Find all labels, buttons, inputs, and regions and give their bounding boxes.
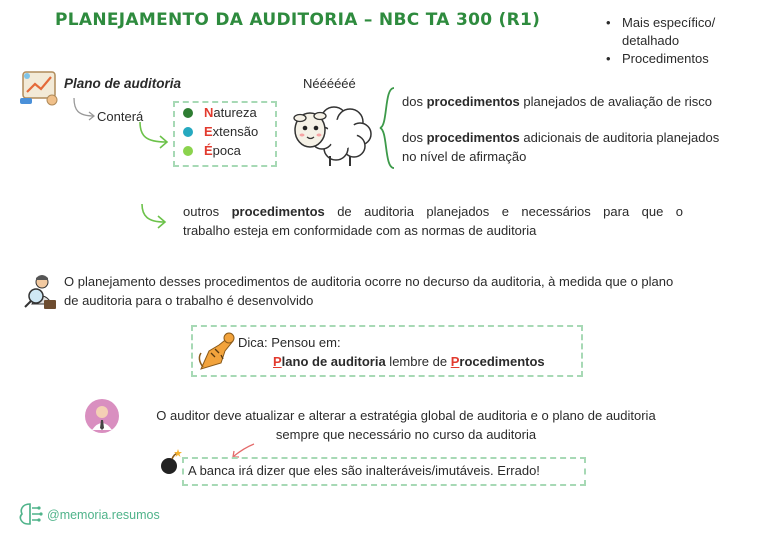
extensao-dot-icon <box>183 127 193 137</box>
brain-logo-icon <box>16 500 44 528</box>
list-item-natureza: N atureza <box>175 103 275 122</box>
footer-handle: @memoria.resumos <box>47 508 160 522</box>
plan-heading: Plano de auditoria <box>64 76 182 91</box>
list-item-extensao: E xtensão <box>175 122 275 141</box>
tip-label: Dica: Pensou em: <box>238 335 341 350</box>
banca-warning-box <box>182 457 586 486</box>
green-arrow-icon <box>136 120 174 150</box>
sheep-caption: Néééééé <box>303 76 356 91</box>
bullet-procedimentos: • Procedimentos <box>606 50 732 68</box>
brace-line-2: dos procedimentos adicionais de auditoria planejados no nível de afirmação <box>402 130 720 164</box>
planning-board-icon <box>18 64 62 108</box>
green-arrow-icon <box>138 202 172 230</box>
auditor-paragraph: O auditor deve atualizar e alterar a estratégia global de auditoria e o plano de auditoria sempre que necessário no curso da auditoria <box>156 408 656 442</box>
nee-list <box>173 101 277 167</box>
tip-mnemonic: Plano de auditoria lembre de Procedimentos <box>273 354 545 369</box>
planejamento-paragraph: O planejamento desses procedimentos de auditoria ocorre no decurso da auditoria, à medida que o plano de auditoria para o trabalho é desenvolvido <box>64 274 674 308</box>
contera-label: Conterá <box>97 109 144 124</box>
sheep-icon <box>288 90 376 168</box>
epoca-dot-icon <box>183 146 193 156</box>
natureza-dot-icon <box>183 108 193 118</box>
page-title: PLANEJAMENTO DA AUDITORIA – NBC TA 300 (R1) <box>55 10 541 30</box>
brace-icon <box>376 86 398 170</box>
tip-box <box>191 325 583 377</box>
bullet-especifico: • Mais específico/ detalhado <box>606 14 732 50</box>
list-item-epoca: É poca <box>175 141 275 160</box>
topic-bullets <box>606 14 732 68</box>
bomb-icon <box>154 448 182 476</box>
outros-procedimentos-text: outros procedimentos de auditoria planejados e necessários para que o trabalho esteja em conformidade com as normas de auditoria <box>183 204 683 238</box>
brace-line-1: dos procedimentos planejados de avaliação de risco <box>402 94 713 109</box>
hook-arrow-icon <box>70 96 98 124</box>
tiger-icon <box>195 329 235 371</box>
auditor-magnifier-icon <box>22 272 62 312</box>
auditor-avatar-icon <box>84 398 120 434</box>
banca-warning-text: A banca irá dizer que eles são inalteráveis/imutáveis. Errado! <box>188 463 540 478</box>
